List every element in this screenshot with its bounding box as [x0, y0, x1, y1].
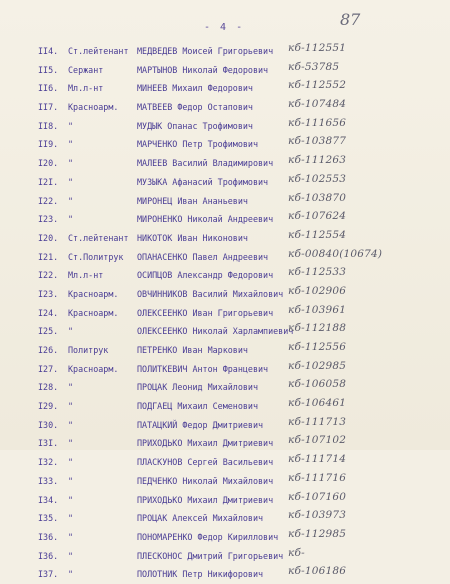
person-name: НИКОТОК Иван Никонович	[137, 232, 248, 243]
person-name: ПЛАСКУНОВ Сергей Васильевич	[137, 457, 274, 468]
handwritten-note: кб-102906	[288, 284, 347, 297]
handwritten-note: кб-103870	[288, 191, 347, 204]
person-name: МАРТЫНОВ Николай Федорович	[137, 64, 269, 75]
person-name: ПОЛИТКЕВИЧ Антон Францевич	[137, 363, 269, 374]
list-row	[0, 434, 450, 453]
person-name: ОПАНАСЕНКО Павел Андреевич	[137, 251, 269, 262]
list-row	[0, 154, 450, 173]
handwritten-note: кб-112556	[288, 341, 347, 353]
person-name: МИРОНЕНКО Николай Андреевич	[137, 214, 274, 225]
list-row	[0, 61, 450, 80]
row-number: I3I.	[38, 438, 59, 449]
handwritten-note: кб-107624	[288, 210, 347, 223]
person-name: МУДЫК Опанас Трофимович	[137, 120, 253, 131]
list-row	[0, 509, 450, 528]
list-row	[0, 266, 450, 285]
person-name: ПЛЕСКОНОС Дмитрий Григорьевич	[137, 550, 284, 561]
person-name: ПОДГАЕЦ Михаил Семенович	[137, 401, 259, 412]
list-row	[0, 117, 450, 136]
row-number: I37.	[38, 569, 59, 580]
list-row	[0, 322, 450, 341]
person-name: ПАТАЦКИЙ Федор Дмитриевич	[137, 419, 264, 430]
person-name: ПРИХОДЬКО Михаил Дмитриевич	[137, 494, 274, 505]
handwritten-note: кб-103961	[288, 303, 347, 316]
row-number: II8.	[38, 120, 59, 131]
row-number: I34.	[38, 494, 59, 505]
rank-label: "	[68, 214, 74, 225]
handwritten-note: кб-103877	[288, 135, 347, 148]
list-row	[0, 248, 450, 267]
person-name: ОЛЕКСЕЕНКО Николай Харлампиевич	[137, 326, 294, 337]
row-number: II6.	[38, 83, 59, 94]
row-number: I36.	[38, 550, 59, 561]
rank-label: "	[68, 569, 74, 580]
list-row	[0, 528, 450, 547]
person-name: МЕДВЕДЕВ Моисей Григорьевич	[137, 46, 274, 56]
list-row	[0, 360, 450, 379]
person-name: ПРОЦАК Алексей Михайлович	[137, 513, 264, 524]
rank-label: Политрук	[68, 345, 109, 355]
rank-label: "	[68, 176, 74, 187]
person-name: ПЕТРЕНКО Иван Маркович	[137, 345, 248, 355]
rank-label: "	[68, 382, 74, 393]
row-number: I27.	[38, 363, 59, 374]
handwritten-note: кб-112551	[288, 42, 347, 54]
list-row	[0, 416, 450, 435]
rank-label: "	[68, 531, 74, 542]
list-row	[0, 79, 450, 98]
handwritten-note: кб-111714	[288, 453, 347, 466]
list-row	[0, 210, 450, 229]
list-row	[0, 341, 450, 360]
person-name: МАТВЕЕВ Федор Остапович	[137, 102, 253, 113]
list-row	[0, 304, 450, 323]
row-number: I28.	[38, 382, 59, 393]
row-number: I24.	[38, 307, 59, 318]
person-name: ОСИПЦОВ Александр Федорович	[137, 270, 274, 281]
list-row	[0, 173, 450, 192]
row-number: II9.	[38, 139, 59, 150]
rank-label: Красноарм.	[68, 363, 119, 374]
row-number: I2I.	[38, 176, 59, 187]
list-row	[0, 192, 450, 211]
row-number: I20.	[38, 232, 59, 243]
person-name: МИРОНЕЦ Иван Ананьевич	[137, 195, 248, 206]
row-number: I29.	[38, 401, 59, 412]
list-row	[0, 378, 450, 397]
handwritten-note: кб-112985	[288, 527, 347, 540]
handwritten-note: кб-107484	[288, 98, 347, 111]
row-number: I26.	[38, 345, 59, 355]
handwritten-note: кб-107160	[288, 490, 347, 503]
handwritten-note: кб-112552	[288, 79, 347, 92]
handwritten-note: кб-106058	[288, 378, 347, 391]
handwritten-note: кб-00840(10674)	[288, 247, 383, 260]
row-number: I23.	[38, 214, 59, 225]
rank-label: "	[68, 195, 74, 206]
person-name: МАРЧЕНКО Петр Трофимович	[137, 139, 259, 150]
handwritten-note: кб-112554	[288, 228, 347, 241]
rank-label: Ст.лейтенант	[68, 232, 129, 243]
row-number: I23.	[38, 288, 59, 299]
handwritten-note: кб-112533	[288, 266, 347, 279]
list-row	[0, 285, 450, 304]
person-name: МАЛЕЕВ Василий Владимирович	[137, 158, 274, 169]
person-name: ПРИХОДЬКО Михаил Дмитриевич	[137, 438, 274, 449]
handwritten-note: кб-106461	[288, 397, 347, 410]
row-number: II5.	[38, 64, 59, 75]
rank-label: "	[68, 326, 74, 337]
rank-label: "	[68, 475, 74, 486]
personnel-list	[0, 42, 450, 584]
handwritten-note: кб-53785	[288, 60, 340, 73]
handwritten-note: кб-102553	[288, 172, 347, 185]
rank-label: Красноарм.	[68, 102, 119, 113]
person-name: ОВЧИННИКОВ Василий Михайлович	[137, 288, 284, 299]
handwritten-note: кб-102985	[288, 359, 347, 372]
row-number: II7.	[38, 102, 59, 113]
handwritten-page-mark: 87	[340, 10, 361, 29]
list-row	[0, 135, 450, 154]
page-number: - 4 -	[204, 22, 245, 33]
row-number: I20.	[38, 158, 59, 169]
handwritten-note: кб-111656	[288, 116, 347, 129]
row-number: I35.	[38, 513, 59, 524]
rank-label: Ст.Политрук	[68, 251, 124, 262]
rank-label: "	[68, 550, 74, 561]
person-name: ОЛЕКСЕЕНКО Иван Григорьевич	[137, 307, 274, 318]
rank-label: Красноарм.	[68, 288, 119, 299]
list-row	[0, 491, 450, 510]
rank-label: Мл.л-нт	[68, 270, 104, 281]
person-name: ПОНОМАРЕНКО Федор Кириллович	[137, 531, 279, 542]
handwritten-note: кб-111263	[288, 154, 347, 167]
list-row	[0, 547, 450, 566]
person-name: ПРОЦАК Леонид Михайлович	[137, 382, 259, 393]
row-number: I22.	[38, 270, 59, 281]
rank-label: "	[68, 158, 74, 169]
person-name: ПОЛОТНИК Петр Никифорович	[137, 569, 264, 580]
rank-label: "	[68, 513, 74, 524]
handwritten-note: кб-107102	[288, 434, 347, 447]
list-row	[0, 453, 450, 472]
person-name: ПЕДЧЕНКО Николай Михайлович	[137, 475, 274, 486]
person-name: МИНЕЕВ Михаил Федорович	[137, 83, 253, 94]
row-number: I22.	[38, 195, 59, 206]
row-number: I25.	[38, 326, 59, 337]
rank-label: "	[68, 419, 74, 430]
list-row	[0, 42, 450, 61]
handwritten-note: кб-112188	[288, 322, 347, 335]
row-number: I32.	[38, 457, 59, 468]
row-number: I36.	[38, 531, 59, 542]
rank-label: "	[68, 120, 74, 131]
rank-label: "	[68, 438, 74, 449]
rank-label: Мл.л-нт	[68, 83, 104, 94]
handwritten-note: кб-111716	[288, 471, 347, 484]
rank-label: "	[68, 457, 74, 468]
list-row	[0, 565, 450, 584]
handwritten-note: кб-	[288, 546, 305, 559]
row-number: I21.	[38, 251, 59, 262]
rank-label: "	[68, 494, 74, 505]
rank-label: Красноарм.	[68, 307, 119, 318]
person-name: МУЗЫКА Афанасий Трофимович	[137, 176, 269, 187]
row-number: I33.	[38, 475, 59, 486]
list-row	[0, 397, 450, 416]
handwritten-note: кб-111713	[288, 415, 347, 428]
rank-label: "	[68, 401, 74, 412]
handwritten-note: кб-103973	[288, 509, 347, 522]
list-row	[0, 229, 450, 248]
rank-label: "	[68, 139, 74, 150]
list-row	[0, 472, 450, 491]
row-number: II4.	[38, 46, 59, 56]
list-row	[0, 98, 450, 117]
handwritten-note: кб-106186	[288, 565, 347, 578]
rank-label: Ст.лейтенант	[68, 46, 129, 56]
row-number: I30.	[38, 419, 59, 430]
rank-label: Сержант	[68, 64, 104, 75]
